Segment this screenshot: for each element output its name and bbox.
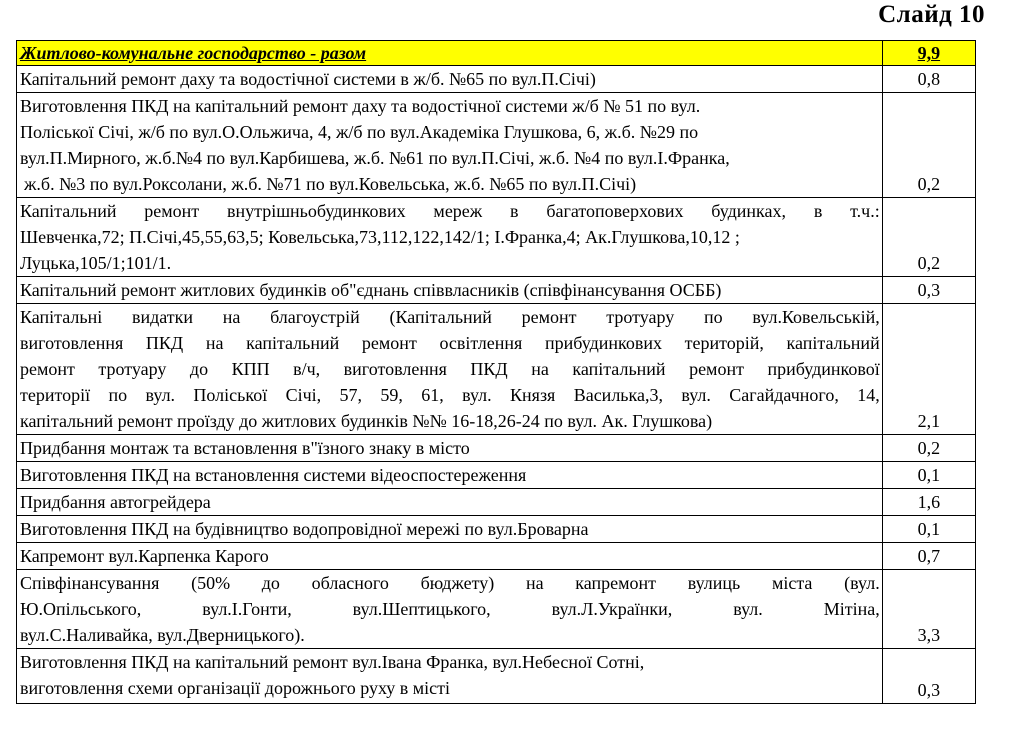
row-line: Капітальний ремонт внутрішньобудинкових мереж в багатоповерхових будинках, в т.ч.:: [20, 201, 880, 221]
table-row: [17, 570, 976, 649]
row-line: Придбання монтаж та встановлення в"їзного знаку в місто: [20, 438, 470, 458]
budget-table: [16, 40, 976, 704]
table-row: [17, 277, 976, 304]
row-line: Придбання автогрейдера: [20, 492, 211, 512]
row-value: 2,1: [882, 304, 975, 435]
row-value: 0,2: [882, 93, 975, 198]
row-line: ж.б. №3 по вул.Роксолани, ж.б. №71 по вул.Ковельська, ж.б. №65 по вул.П.Січі): [24, 174, 637, 194]
row-line: Капітальний ремонт даху та водостічної системи в ж/б. №65 по вул.П.Січі): [20, 69, 596, 89]
table-row: [17, 435, 976, 462]
row-line: території по вул. Поліської Січі, 57, 59, 61, вул. Князя Василька,3, вул. Сагайдачного, 14,: [20, 385, 880, 405]
row-line: Виготовлення ПКД на будівництво водопровідної мережі по вул.Броварна: [20, 519, 589, 539]
row-value: 1,6: [882, 489, 975, 516]
total-label: Житлово-комунальне господарство - разом: [17, 41, 883, 66]
row-value: 0,3: [882, 649, 975, 704]
table-row: [17, 462, 976, 489]
table-row: [17, 198, 976, 277]
row-line: Співфінансування (50% до обласного бюджету) на капремонт вулиць міста (вул.: [20, 573, 880, 593]
row-line: виготовлення схеми організації дорожнього руху в місті: [20, 678, 451, 698]
row-line: Луцька,105/1;101/1.: [20, 253, 172, 273]
table-row: [17, 489, 976, 516]
row-line: Поліської Січі, ж/б по вул.О.Ольжича, 4, ж/б по вул.Академіка Глушкова, 6, ж.б. №29 по: [20, 122, 699, 142]
row-line: виготовлення ПКД на капітальний ремонт освітлення прибудинкових територій, капітальний: [20, 333, 880, 353]
row-line: Капітальні видатки на благоустрій (Капітальний ремонт тротуару по вул.Ковельській,: [20, 307, 880, 327]
row-description: [17, 304, 883, 435]
row-line: Виготовлення ПКД на капітальний ремонт вул.Івана Франка, вул.Небесної Сотні,: [20, 652, 645, 672]
row-description: [17, 93, 883, 198]
row-description: [17, 277, 883, 304]
row-description: [17, 198, 883, 277]
row-value: 3,3: [882, 570, 975, 649]
row-line: вул.П.Мирного, ж.б.№4 по вул.Карбишева, ж.б. №61 по вул.П.Січі, ж.б. №4 по вул.І.Франка,: [20, 148, 730, 168]
row-value: 0,1: [882, 516, 975, 543]
table-row: [17, 93, 976, 198]
row-description: [17, 435, 883, 462]
row-value: 0,2: [882, 198, 975, 277]
row-value: 0,2: [882, 435, 975, 462]
row-value: 0,8: [882, 66, 975, 93]
row-description: [17, 570, 883, 649]
row-line: вул.С.Наливайка, вул.Дверницького).: [20, 625, 305, 645]
row-line: Капремонт вул.Карпенка Карого: [20, 546, 269, 566]
row-description: [17, 543, 883, 570]
row-description: [17, 649, 883, 704]
slide-number: Слайд 10: [878, 1, 985, 28]
row-line: Шевченка,72; П.Січі,45,55,63,5; Ковельська,73,112,122,142/1; І.Франка,4; Ак.Глушкова,10,12 ;: [20, 227, 740, 247]
row-value: 0,1: [882, 462, 975, 489]
row-line: ремонт тротуару до КПП в/ч, виготовлення ПКД на капітальний ремонт прибудинкової: [20, 359, 880, 379]
row-description: [17, 489, 883, 516]
row-value: 0,3: [882, 277, 975, 304]
row-line: Капітальний ремонт житлових будинків об"єднань співвласників (співфінансування ОСББ): [20, 280, 722, 300]
row-description: [17, 462, 883, 489]
table-row: [17, 516, 976, 543]
total-value: 9,9: [882, 41, 975, 66]
row-description: [17, 516, 883, 543]
row-line: капітальний ремонт проїзду до житлових будинків №№ 16-18,26-24 по вул. Ак. Глушкова): [20, 411, 713, 431]
table-row: [17, 304, 976, 435]
row-line: Ю.Опільського, вул.І.Гонти, вул.Шептицького, вул.Л.Українки, вул. Мітіна,: [20, 599, 880, 619]
table-row: [17, 649, 976, 704]
row-description: [17, 66, 883, 93]
row-line: Виготовлення ПКД на капітальний ремонт даху та водостічної системи ж/б № 51 по вул.: [20, 96, 701, 116]
table-row: [17, 66, 976, 93]
row-value: 0,7: [882, 543, 975, 570]
row-line: Виготовлення ПКД на встановлення системи відеоспостереження: [20, 465, 527, 485]
total-row: [17, 41, 976, 66]
table-row: [17, 543, 976, 570]
